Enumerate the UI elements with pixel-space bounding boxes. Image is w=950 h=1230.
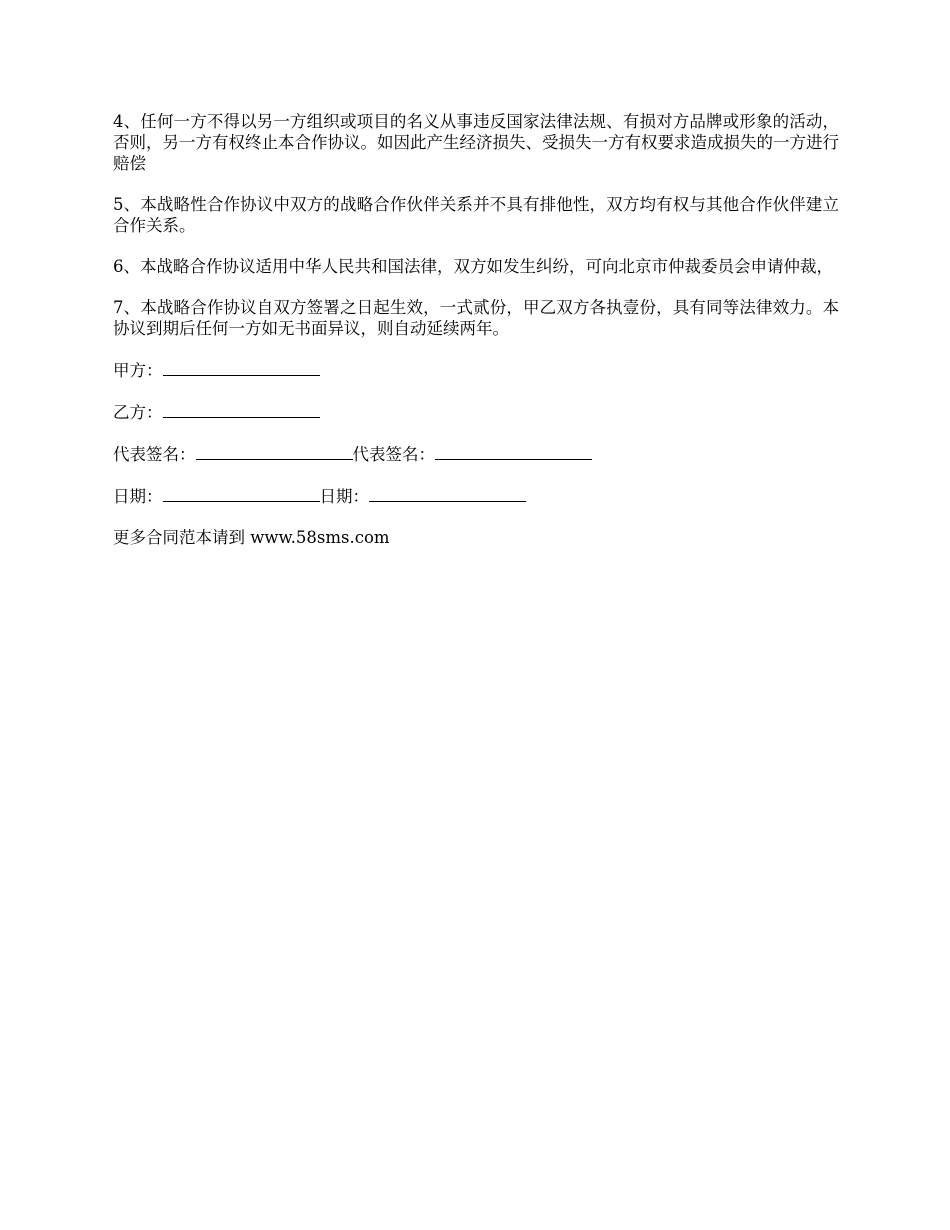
party-a-label: 甲方： bbox=[113, 361, 163, 380]
party-b-label: 乙方： bbox=[113, 403, 163, 422]
representative-signature-line bbox=[113, 443, 839, 465]
party-a-line bbox=[113, 359, 839, 381]
rep-sign-label-a: 代表签名： bbox=[113, 445, 196, 464]
clause-4: 4、任何一方不得以另一方组织或项目的名义从事违反国家法律法规、有损对方品牌或形象的活动，否则，另一方有权终止本合作协议。如因此产生经济损失、受损失一方有权要求造成损失的一方进行赔偿 bbox=[113, 112, 839, 173]
party-b-blank bbox=[163, 401, 320, 418]
footer-note: 更多合同范本请到 www.58sms.com bbox=[113, 528, 390, 547]
party-b-line bbox=[113, 401, 839, 423]
rep-sign-blank-b bbox=[435, 443, 592, 460]
clause-6: 6、本战略合作协议适用中华人民共和国法律，双方如发生纠纷，可向北京市仲裁委员会申请仲裁， bbox=[113, 257, 833, 276]
date-blank-b bbox=[369, 485, 526, 502]
rep-sign-label-b: 代表签名： bbox=[352, 445, 435, 464]
date-blank-a bbox=[163, 485, 320, 502]
clause-5: 5、本战略性合作协议中双方的战略合作伙伴关系并不具有排他性，双方均有权与其他合作伙伴建立合作关系。 bbox=[113, 195, 839, 235]
rep-sign-blank-a bbox=[196, 443, 353, 460]
clause-7: 7、本战略合作协议自双方签署之日起生效，一式贰份，甲乙双方各执壹份，具有同等法律效力。本协议到期后任何一方如无书面异议，则自动延续两年。 bbox=[113, 298, 839, 338]
date-label-a: 日期： bbox=[113, 487, 163, 506]
document-body bbox=[113, 111, 839, 548]
date-line bbox=[113, 485, 839, 507]
date-label-b: 日期： bbox=[319, 487, 369, 506]
party-a-blank bbox=[163, 359, 320, 376]
